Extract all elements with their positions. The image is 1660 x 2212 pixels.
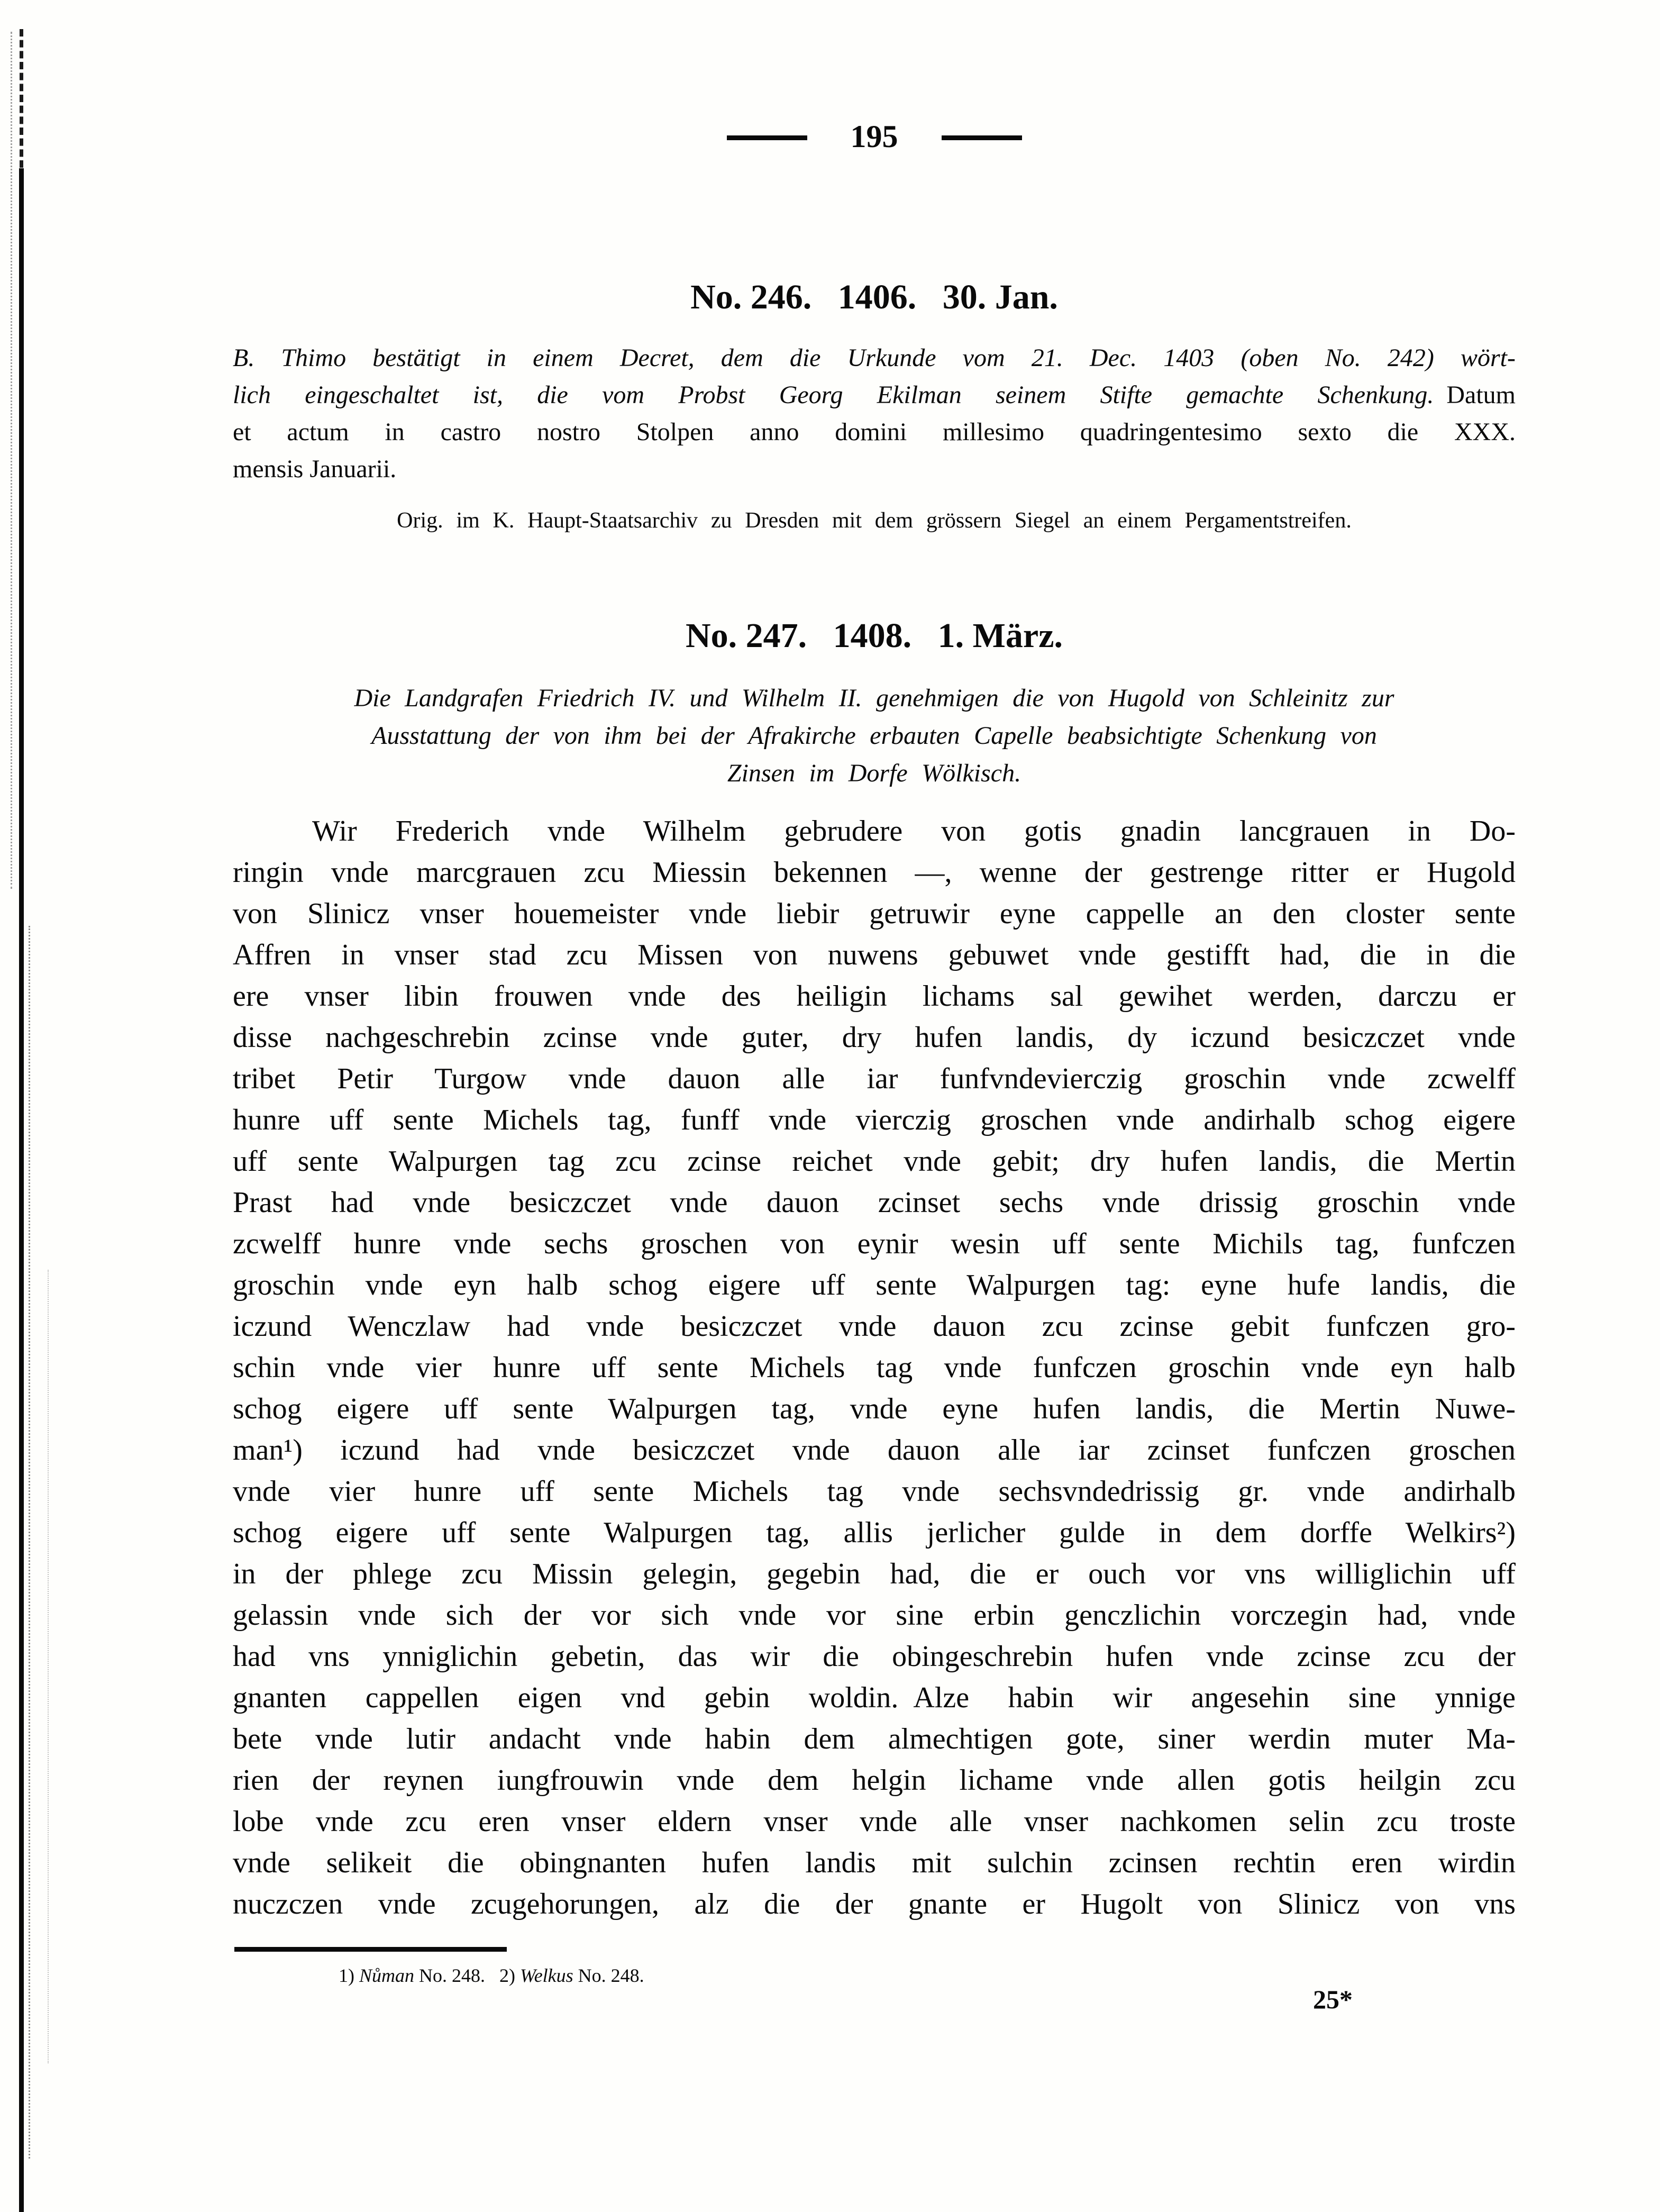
entry-247-body-text xyxy=(233,811,1516,1925)
entry-247-body-line: rien der reynen iungfrouwin vnde dem helgin lichame vnde allen gotis heilgin zcu xyxy=(233,1764,1516,1797)
entry-246-summary-line: et actum in castro nostro Stolpen anno domini millesimo quadringentesimo sexto die XXX. xyxy=(233,418,1516,446)
entry-247-body-line: man¹) iczund had vnde besiczczet vnde dauon alle iar zcinset funfczen groschen xyxy=(233,1434,1516,1467)
footnote-separator-rule xyxy=(234,1947,507,1952)
entry-247-heading: No. 247. 1408. 1. März. xyxy=(685,616,1063,655)
entry-247-body-line: had vns ynniglichin gebetin, das wir die obingeschrebin hufen vnde zcinse zcu der xyxy=(233,1640,1516,1673)
entry-247-body-line: schin vnde vier hunre uff sente Michels tag vnde funfczen groschin vnde eyn halb xyxy=(233,1351,1516,1384)
entry-247-body-line: Wir Frederich vnde Wilhelm gebrudere von gotis gnadin lancgrauen in Do- xyxy=(312,815,1516,848)
entry-247-body-line: schog eigere uff sente Walpurgen tag, allis jerlicher gulde in dem dorffe Welkirs²) xyxy=(233,1516,1516,1549)
header-rule-left xyxy=(727,135,807,140)
entry-247-body-line: uff sente Walpurgen tag zcu zcinse reichet vnde gebit; dry hufen landis, die Mertin xyxy=(233,1145,1516,1178)
entry-246-summary-line xyxy=(233,340,1516,377)
page-number: 195 xyxy=(850,119,898,154)
entry-247-body-line: hunre uff sente Michels tag, funff vnde vierczig groschen vnde andirhalb schog eigere xyxy=(233,1104,1516,1136)
entry-247-body-line: schog eigere uff sente Walpurgen tag, vnde eyne hufen landis, die Mertin Nuwe- xyxy=(233,1392,1516,1425)
entry-247-summary xyxy=(233,679,1516,792)
text-span: B. Thimo bestätigt in einem Decret, dem die Urkunde vom 21. Dec. 1403 (oben No. 242) wört- xyxy=(233,344,1516,372)
text-span: 1) xyxy=(339,1965,359,1986)
scan-artifact xyxy=(48,1270,49,2063)
scan-artifact xyxy=(29,926,30,2159)
entry-247-body-line: von Slinicz vnser houemeister vnde liebir getruwir eyne cappelle an den closter sente xyxy=(233,897,1516,930)
text-span: lich eingeschaltet ist, die vom Probst Georg Ekilman seinem Stifte gemachte Schenkung. xyxy=(233,381,1434,409)
entry-247-summary-line: Die Landgrafen Friedrich IV. und Wilhelm II. genehmigen die von Hugold von Schleinitz zur xyxy=(354,684,1394,712)
entry-246-summary-line xyxy=(233,377,1516,414)
scan-artifact xyxy=(20,29,23,168)
signature-mark: 25* xyxy=(1313,1985,1353,2014)
text-span: No. 248. xyxy=(573,1965,644,1986)
entry-247-body-line: bete vnde lutir andacht vnde habin dem almechtigen gote, siner werdin muter Ma- xyxy=(233,1723,1516,1755)
text-span: No. 248. 2) xyxy=(414,1965,521,1986)
scan-artifact xyxy=(19,168,24,2212)
entry-247-summary-line: Zinsen im Dorfe Wölkisch. xyxy=(727,759,1021,787)
text-span: Nůman xyxy=(359,1965,415,1986)
entry-247-body-line: nuczczen vnde zcugehorungen, alz die der gnante er Hugolt von Slinicz von vns xyxy=(233,1888,1516,1920)
header-rule-right xyxy=(942,135,1022,140)
entry-247-body-line: vnde selikeit die obingnanten hufen landis mit sulchin zcinsen rechtin eren wirdin xyxy=(233,1846,1516,1879)
entry-247-body-line: iczund Wenczlaw had vnde besiczczet vnde dauon zcu zcinse gebit funfczen gro- xyxy=(233,1310,1516,1343)
entry-247-body-line: groschin vnde eyn halb schog eigere uff sente Walpurgen tag: eyne hufe landis, die xyxy=(233,1269,1516,1301)
scan-artifact xyxy=(11,32,12,889)
entry-247-body-line: vnde vier hunre uff sente Michels tag vnde sechsvndedrissig gr. vnde andirhalb xyxy=(233,1475,1516,1508)
text-span: Datum xyxy=(1434,381,1516,409)
entry-246-summary-line: mensis Januarii. xyxy=(233,455,397,483)
entry-247-body-line: tribet Petir Turgow vnde dauon alle iar funfvndevierczig groschin vnde zcwelff xyxy=(233,1062,1516,1095)
entry-247-body-line: disse nachgeschrebin zcinse vnde guter, dry hufen landis, dy iczund besiczczet vnde xyxy=(233,1021,1516,1054)
entry-247-body-line: zcwelff hunre vnde sechs groschen von eynir wesin uff sente Michils tag, funfczen xyxy=(233,1227,1516,1260)
entry-247-body-line: in der phlege zcu Missin gelegin, gegebin had, die er ouch vor vns williglichin uff xyxy=(233,1558,1516,1590)
entry-247-body-line: ere vnser libin frouwen vnde des heiligin lichams sal gewihet werden, darczu er xyxy=(233,980,1516,1013)
entry-247-body-line: lobe vnde zcu eren vnser eldern vnser vnde alle vnser nachkomen selin zcu troste xyxy=(233,1805,1516,1838)
entry-246-heading: No. 246. 1406. 30. Jan. xyxy=(690,278,1058,316)
entry-247-body-line: gelassin vnde sich der vor sich vnde vor sine erbin genczlichin vorczegin had, vnde xyxy=(233,1599,1516,1632)
entry-246-provenance: Orig. im K. Haupt-Staatsarchiv zu Dresden mit dem grössern Siegel an einem Pergamentstreifen. xyxy=(397,508,1352,533)
footnote-text xyxy=(339,1964,644,1987)
footnote-line xyxy=(339,1964,644,1987)
entry-247-body-line: Prast had vnde besiczczet vnde dauon zcinset sechs vnde drissig groschin vnde xyxy=(233,1186,1516,1219)
entry-247-summary-line: Ausstattung der von ihm bei der Afrakirche erbauten Capelle beabsichtigte Schenkung von xyxy=(371,722,1377,750)
entry-247-body-line: ringin vnde marcgrauen zcu Miessin bekennen —, wenne der gestrenge ritter er Hugold xyxy=(233,856,1516,889)
entry-247-body-line: gnanten cappellen eigen vnd gebin woldin. Alze habin wir angesehin sine ynnige xyxy=(233,1681,1516,1714)
text-span: Welkus xyxy=(520,1965,573,1986)
entry-246-summary xyxy=(233,340,1516,488)
page-header xyxy=(233,120,1516,153)
entry-247-body-line: Affren in vnser stad zcu Missen von nuwens gebuwet vnde gestifft had, die in die xyxy=(233,939,1516,971)
